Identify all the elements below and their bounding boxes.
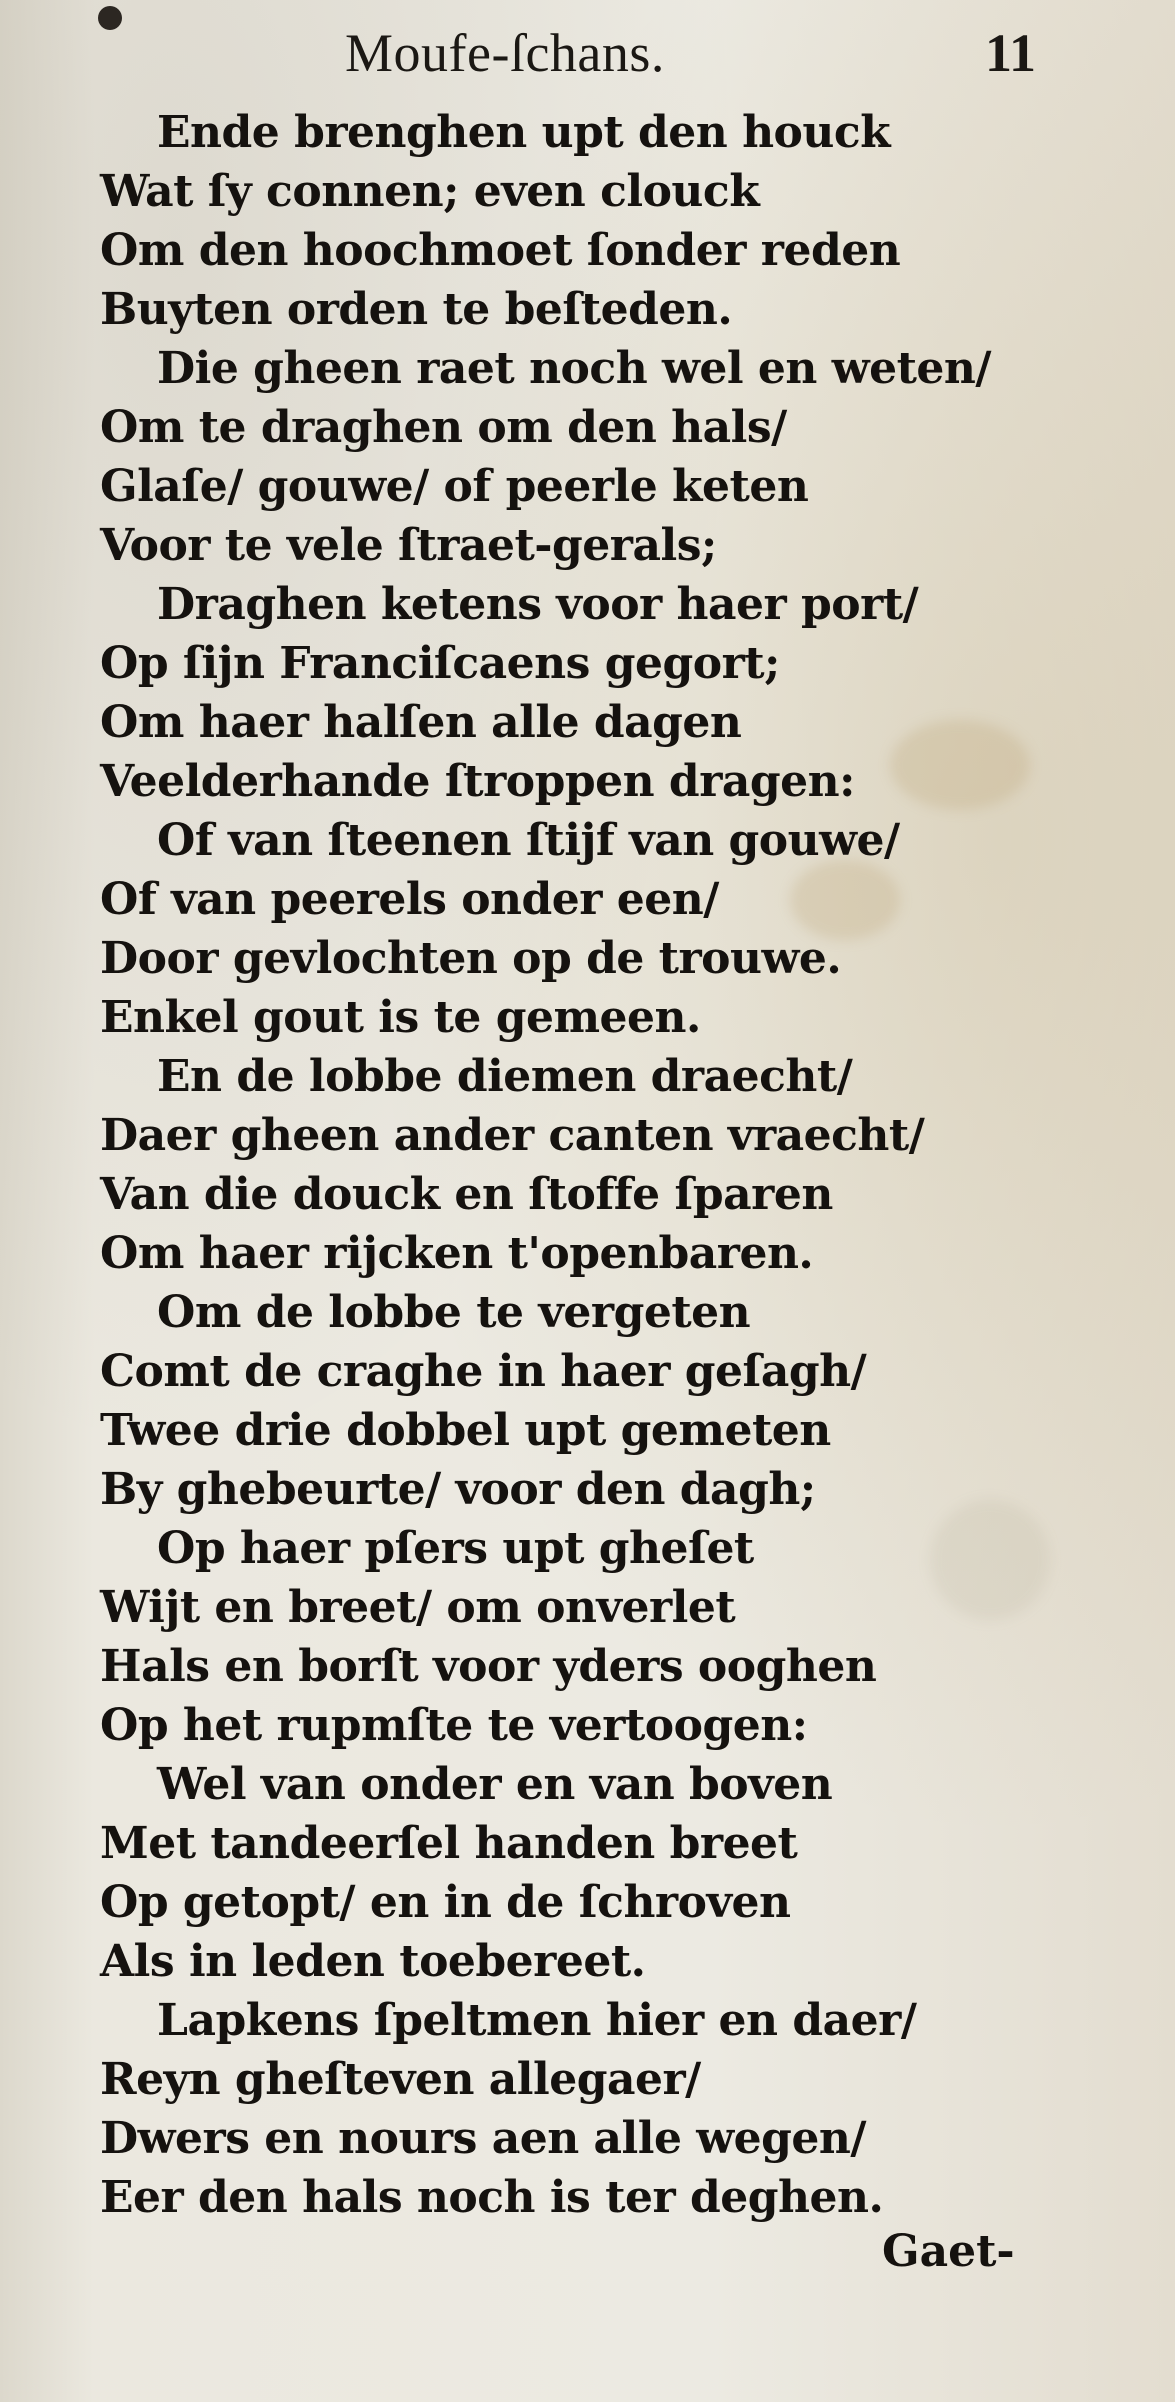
verse-line: Op ſijn Franciſcaens gegort; [100,638,780,689]
verse-line: By ghebeurte/ voor den dagh; [100,1464,816,1515]
running-title: Moufe-ſchans. [345,23,665,83]
verse-line: Van die douck en ſtoffe ſparen [100,1169,833,1220]
catchword: Gaet- [882,2226,1015,2277]
verse-line: Comt de craghe in haer geſagh/ [100,1346,867,1397]
verse-line: Veelderhande ſtroppen dragen: [100,756,855,807]
verse-line: Lapkens ſpeltmen hier en daer/ [157,1995,917,2046]
verse-line: Wijt en breet/ om onverlet [100,1582,736,1633]
verse-line: Op getopt/ en in de ſchroven [100,1877,791,1928]
verse-line: Enkel gout is te gemeen. [100,992,701,1043]
verse-line: Om haer rijcken t'openbaren. [100,1228,814,1279]
verse-line: Om haer halſen alle dagen [100,697,742,748]
verse-line: Om den hoochmoet ſonder reden [100,225,901,276]
ink-blot [98,6,122,30]
verse-line: Om de lobbe te vergeten [157,1287,751,1338]
verse-line: Of van ſteenen ſtijf van gouwe/ [157,815,900,866]
verse-line: Op het rupmſte te vertoogen: [100,1700,808,1751]
verse-line: Buyten orden te beſteden. [100,284,733,335]
verse-line: Reyn gheſteven allegaer/ [100,2054,701,2105]
verse-line: Als in leden toebereet. [100,1936,646,1987]
verse-line: Glaſe/ gouwe/ of peerle keten [100,461,809,512]
verse-line: Die gheen raet noch wel en weten/ [157,343,991,394]
verse-line: Voor te vele ſtraet-gerals; [100,520,717,571]
verse-line: Hals en borſt voor yders ooghen [100,1641,877,1692]
verse-line: Wat ſy connen; even clouck [100,166,760,217]
verse-line: Eer den hals noch is ter deghen. [100,2172,884,2223]
verse-line: Draghen ketens voor haer port/ [157,579,919,630]
verse-block [100,103,1100,2227]
verse-line: Dwers en nours aen alle wegen/ [100,2113,866,2164]
verse-line: Of van peerels onder een/ [100,874,719,925]
page-number: 11 [985,23,1037,83]
verse-line: Op haer pſers upt gheſet [157,1523,754,1574]
verse-line: Twee drie dobbel upt gemeten [100,1405,831,1456]
verse-line: Daer gheen ander canten vraecht/ [100,1110,925,1161]
verse-line: Met tandeerſel handen breet [100,1818,798,1869]
verse-line: Door gevlochten op de trouwe. [100,933,842,984]
verse-line: En de lobbe diemen draecht/ [157,1051,853,1102]
verse-line: Ende brenghen upt den houck [157,107,891,158]
verse-line: Wel van onder en van boven [157,1759,833,1810]
verse-line: Om te draghen om den hals/ [100,402,787,453]
